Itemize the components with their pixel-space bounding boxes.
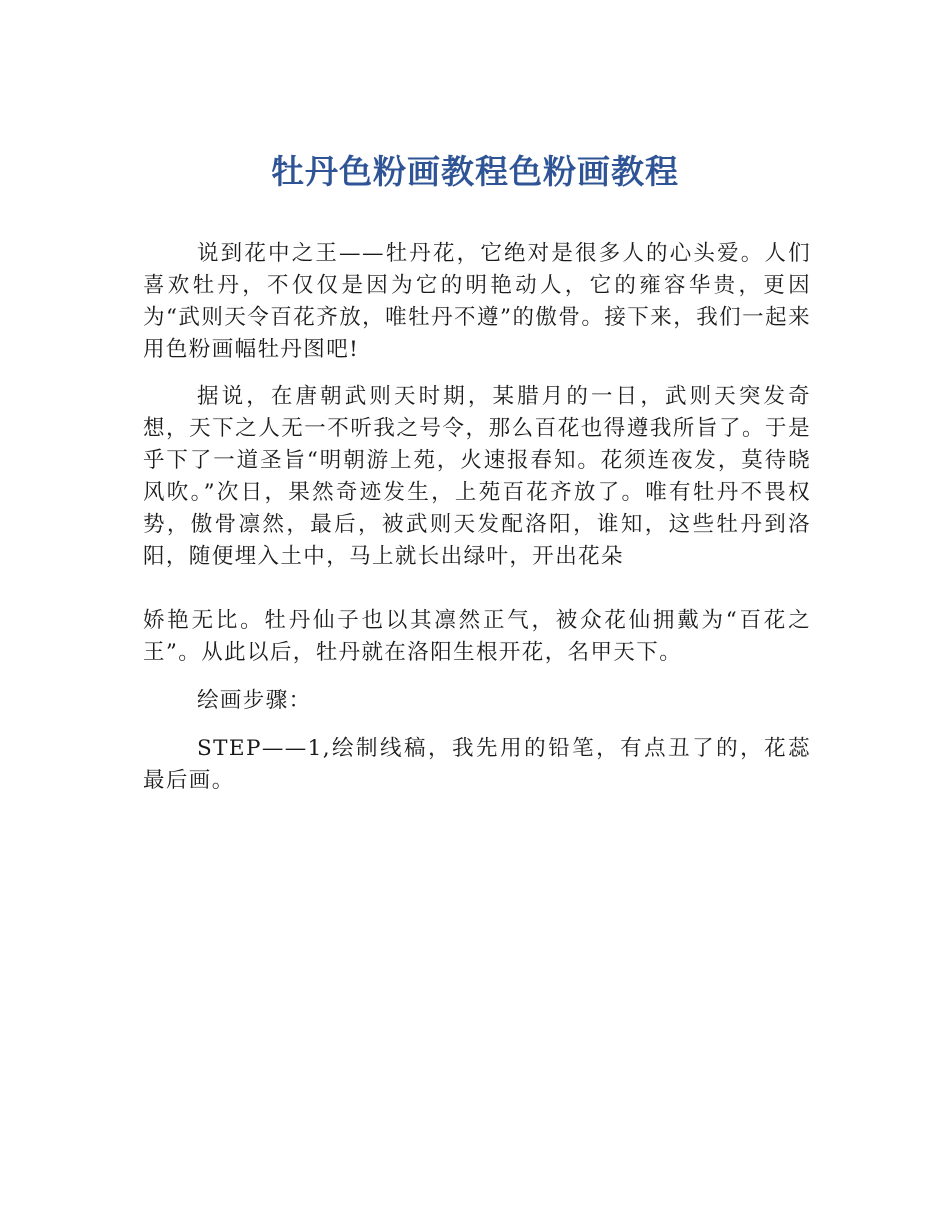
paragraph-legend-continued: 娇艳无比。牡丹仙子也以其凛然正气，被众花仙拥戴为“百花之王”。从此以后，牡丹就在洛阳生根开花，名甲天下。 [143, 608, 811, 665]
document-title: 牡丹色粉画教程色粉画教程 [271, 152, 679, 191]
paragraph-steps-heading: 绘画步骤： [197, 688, 312, 713]
paragraph-step-1: STEP——1,绘制线稿，我先用的铅笔，有点丑了的，花蕊最后画。 [143, 736, 811, 793]
document-body [143, 238, 811, 797]
paragraph-intro: 说到花中之王——牡丹花，它绝对是很多人的心头爱。人们喜欢牡丹，不仅仅是因为它的明艳动人，它的雍容华贵，更因为“武则天令百花齐放，唯牡丹不遵”的傲骨。接下来，我们一起来用色粉画幅牡丹图吧! [143, 241, 811, 362]
paragraph-legend: 据说，在唐朝武则天时期，某腊月的一日，武则天突发奇想，天下之人无一不听我之号令，那么百花也得遵我所旨了。于是乎下了一道圣旨“明朝游上苑，火速报春知。花须连夜发，莫待晓风吹。”次日，果然奇迹发生，上苑百花齐放了。唯有牡丹不畏权势，傲骨凛然，最后，被武则天发配洛阳，谁知，这些牡丹到洛阳，随便埋入土中，马上就长出绿叶，开出花朵 [143, 384, 811, 569]
